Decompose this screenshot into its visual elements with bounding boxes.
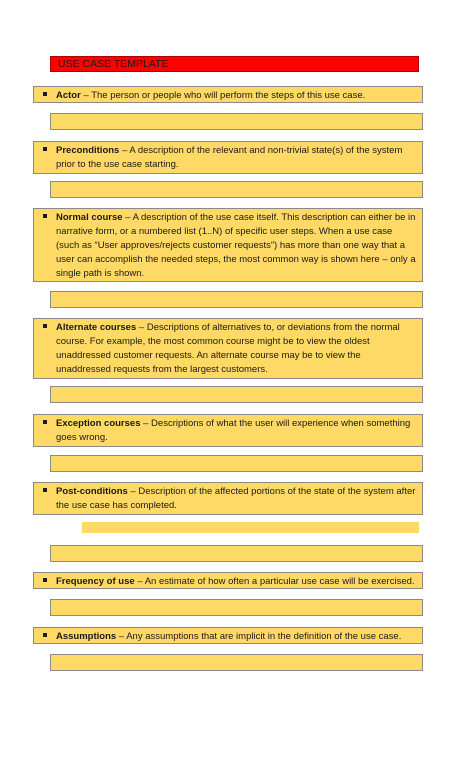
section-term: Preconditions: [56, 145, 120, 156]
section-term: Normal course: [56, 212, 123, 223]
bullet-icon: [43, 578, 47, 582]
section-term: Exception courses: [56, 418, 141, 429]
exception-courses-input-field[interactable]: [50, 455, 423, 472]
frequency-input-field[interactable]: [50, 599, 423, 616]
post-conditions-input-field[interactable]: [50, 545, 423, 562]
section-description: – Descriptions of what the user will experience when something goes wrong.: [56, 418, 411, 443]
section-preconditions: [33, 141, 423, 174]
highlight-strip: [82, 522, 419, 533]
section-actor: [33, 86, 423, 103]
template-title: USE CASE TEMPLATE: [50, 56, 419, 72]
preconditions-input-field[interactable]: [50, 181, 423, 198]
section-description: – Any assumptions that are implicit in the definition of the use case.: [116, 631, 402, 642]
assumptions-input-field[interactable]: [50, 654, 423, 671]
section-description: – A description of the relevant and non-trivial state(s) of the system prior to the use case starting.: [56, 145, 403, 170]
bullet-icon: [43, 92, 47, 96]
actor-input-field[interactable]: [50, 113, 423, 130]
section-term: Post-conditions: [56, 486, 128, 497]
section-term: Alternate courses: [56, 322, 137, 333]
section-description: – An estimate of how often a particular use case will be exercised.: [134, 576, 415, 587]
bullet-icon: [43, 420, 47, 424]
section-description: – The person or people who will perform the steps of this use case.: [80, 90, 366, 101]
section-description: – A description of the use case itself. This description can either be in narrative form, or a numbered list (1..N) of specific user steps. When a use case (such as “User approves/rejects customer requests”) has more than one way that a user can accomplish the needed steps, the most common way is shown here – only a single path is shown.: [56, 212, 416, 279]
section-term: Assumptions: [56, 631, 117, 642]
section-description: – Descriptions of alternatives to, or deviations from the normal course. For example, the most common course might be to view the oldest unaddressed customer requests. An alternate course may be to view the unaddressed requests from the largest customers.: [56, 322, 400, 375]
bullet-icon: [43, 633, 47, 637]
bullet-icon: [43, 214, 47, 218]
section-term: Frequency of use: [56, 576, 135, 587]
bullet-icon: [43, 488, 47, 492]
bullet-icon: [43, 147, 47, 151]
section-term: Actor: [56, 90, 81, 101]
section-normal-course: [33, 208, 423, 282]
section-assumptions: [33, 627, 423, 644]
section-alternate-courses: [33, 318, 423, 379]
section-description: – Description of the affected portions of the state of the system after the use case has completed.: [56, 486, 416, 511]
section-frequency-of-use: [33, 572, 423, 589]
alternate-courses-input-field[interactable]: [50, 386, 423, 403]
bullet-icon: [43, 324, 47, 328]
normal-course-input-field[interactable]: [50, 291, 423, 308]
section-post-conditions: [33, 482, 423, 515]
section-exception-courses: [33, 414, 423, 447]
